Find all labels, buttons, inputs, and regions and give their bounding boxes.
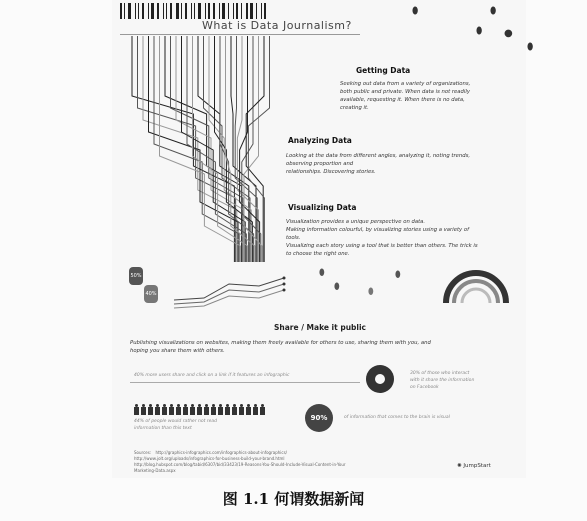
barcode-bar [213, 3, 215, 19]
title-divider [120, 34, 360, 35]
zigzag-lines-graphic [174, 270, 289, 310]
map-pin-icon: ⬮ [476, 26, 483, 37]
sources-list: Sources: http://graphics-infographics.com/infographics-about-infographics/ http://www.jolt.org/uploads/infographics-for-business-build-your-brand.html http://blog.hubspot.com/blog/tabid/6307/bid/33423/19-Reasons-You-Should-Include-Visual-Content-in-Your Marketing-Data.aspx [134, 450, 346, 473]
barcode-bar [222, 3, 225, 19]
stat-circle-90: 90% [305, 404, 333, 432]
barcode-bar [185, 3, 187, 19]
brand-logo: ✺ JumpStart [457, 463, 491, 469]
section-heading-analyzing-data: Analyzing Data [288, 136, 352, 145]
person-icon [155, 404, 160, 415]
infographic-title: What is Data Journalism? [202, 19, 352, 32]
barcode-bar [228, 3, 229, 19]
barcode-bar [241, 3, 242, 19]
data-lines-graphic [112, 36, 292, 262]
person-icon [211, 404, 216, 415]
map-pin-icon: ⬮ [368, 287, 374, 297]
barcode-bar [236, 3, 238, 19]
arc-chart-graphic [442, 263, 510, 308]
stat-text-visual: of information that comes to the brain is visual [344, 415, 450, 420]
map-pin-icon: ⬮ [412, 6, 419, 17]
barcode-bar [124, 3, 125, 19]
person-icon [183, 404, 188, 415]
barcode-bar [128, 3, 131, 19]
person-icon [204, 404, 209, 415]
barcode-bar [138, 3, 139, 19]
data-line [132, 36, 234, 262]
person-icon [162, 404, 167, 415]
section-body-analyzing-data: Looking at the data from different angles, analyzing it, noting trends, observing proportion and relationships. Discovering stories. [286, 153, 471, 175]
person-icon [260, 404, 265, 415]
person-icon [218, 404, 223, 415]
person-icon [225, 404, 230, 415]
person-icon [232, 404, 237, 415]
map-pin-icon: ⬮ [334, 282, 340, 292]
barcode-bar [233, 3, 234, 19]
barcode-bar [194, 3, 195, 19]
barcode-bar [135, 3, 136, 19]
barcode-bar [170, 3, 172, 19]
barcode-bar [166, 3, 167, 19]
section-heading-getting-data: Getting Data [356, 66, 411, 75]
share-heading: Share / Make it public [274, 323, 366, 332]
barcode-bar [163, 3, 164, 19]
person-icon [134, 404, 139, 415]
barcode-bar [198, 3, 201, 19]
barcode-bar [151, 3, 154, 19]
barcode-bar [264, 3, 266, 19]
section-heading-visualizing-data: Visualizing Data [288, 203, 357, 212]
map-pin-icon: ⬮ [490, 6, 497, 17]
barcode-decoration [120, 3, 270, 19]
barcode-bar [181, 3, 182, 19]
stat-text-people: 44% of people would rather not read information than this text [134, 419, 218, 431]
barcode-bar [176, 3, 179, 19]
figure-caption: 图 1.1 何谓数据新闻 [222, 490, 365, 508]
person-icon [176, 404, 181, 415]
person-icon [246, 404, 251, 415]
person-icon [197, 404, 202, 415]
barcode-bar [256, 3, 257, 19]
person-icon [253, 404, 258, 415]
stat-text-facebook: 30% of those who interact with it share the information on Facebook [410, 371, 475, 390]
stat-divider [130, 382, 360, 383]
barcode-bar [142, 3, 144, 19]
infographic [112, 0, 534, 478]
barcode-bar [208, 3, 210, 19]
barcode-bar [219, 3, 220, 19]
barcode-bar [205, 3, 206, 19]
map-pin-icon: ● [504, 28, 513, 39]
map-pin-icon: ⬮ [395, 270, 401, 280]
brand-star-icon: ✺ [457, 463, 462, 469]
barcode-bar [148, 3, 149, 19]
person-icon [141, 404, 146, 415]
person-icon [169, 404, 174, 415]
percent-badge: 40% [144, 285, 158, 303]
barcode-bar [250, 3, 253, 19]
map-pin-icon: ⬮ [319, 268, 325, 278]
percent-badge: 50% [129, 267, 143, 285]
share-body: Publishing visualizations on websites, making them freely available for others to use, sharing them with you, and hoping you share them with others. [130, 340, 431, 354]
barcode-bar [157, 3, 159, 19]
stat-text-share: 40% more users share and click on a link if it features an infographic [134, 373, 290, 378]
barcode-bar [261, 3, 262, 19]
person-icon [239, 404, 244, 415]
barcode-bar [120, 3, 122, 19]
barcode-bar [191, 3, 192, 19]
section-body-getting-data: Seeking out data from a variety of organizations, both public and private. When data is not readily available, requesting it. When there is no data, creating it. [340, 81, 471, 111]
section-body-visualizing-data: Visualization provides a unique perspective on data. Making information colourful, by visualizing stories using a variety of tools. Visualizing each story using a tool that is better than others. The trick is to choose the right one. [286, 219, 478, 257]
barcode-bar [246, 3, 248, 19]
map-pin-icon: ⬮ [527, 42, 534, 53]
person-icon [190, 404, 195, 415]
person-icon [148, 404, 153, 415]
donut-chart-graphic [366, 365, 394, 393]
